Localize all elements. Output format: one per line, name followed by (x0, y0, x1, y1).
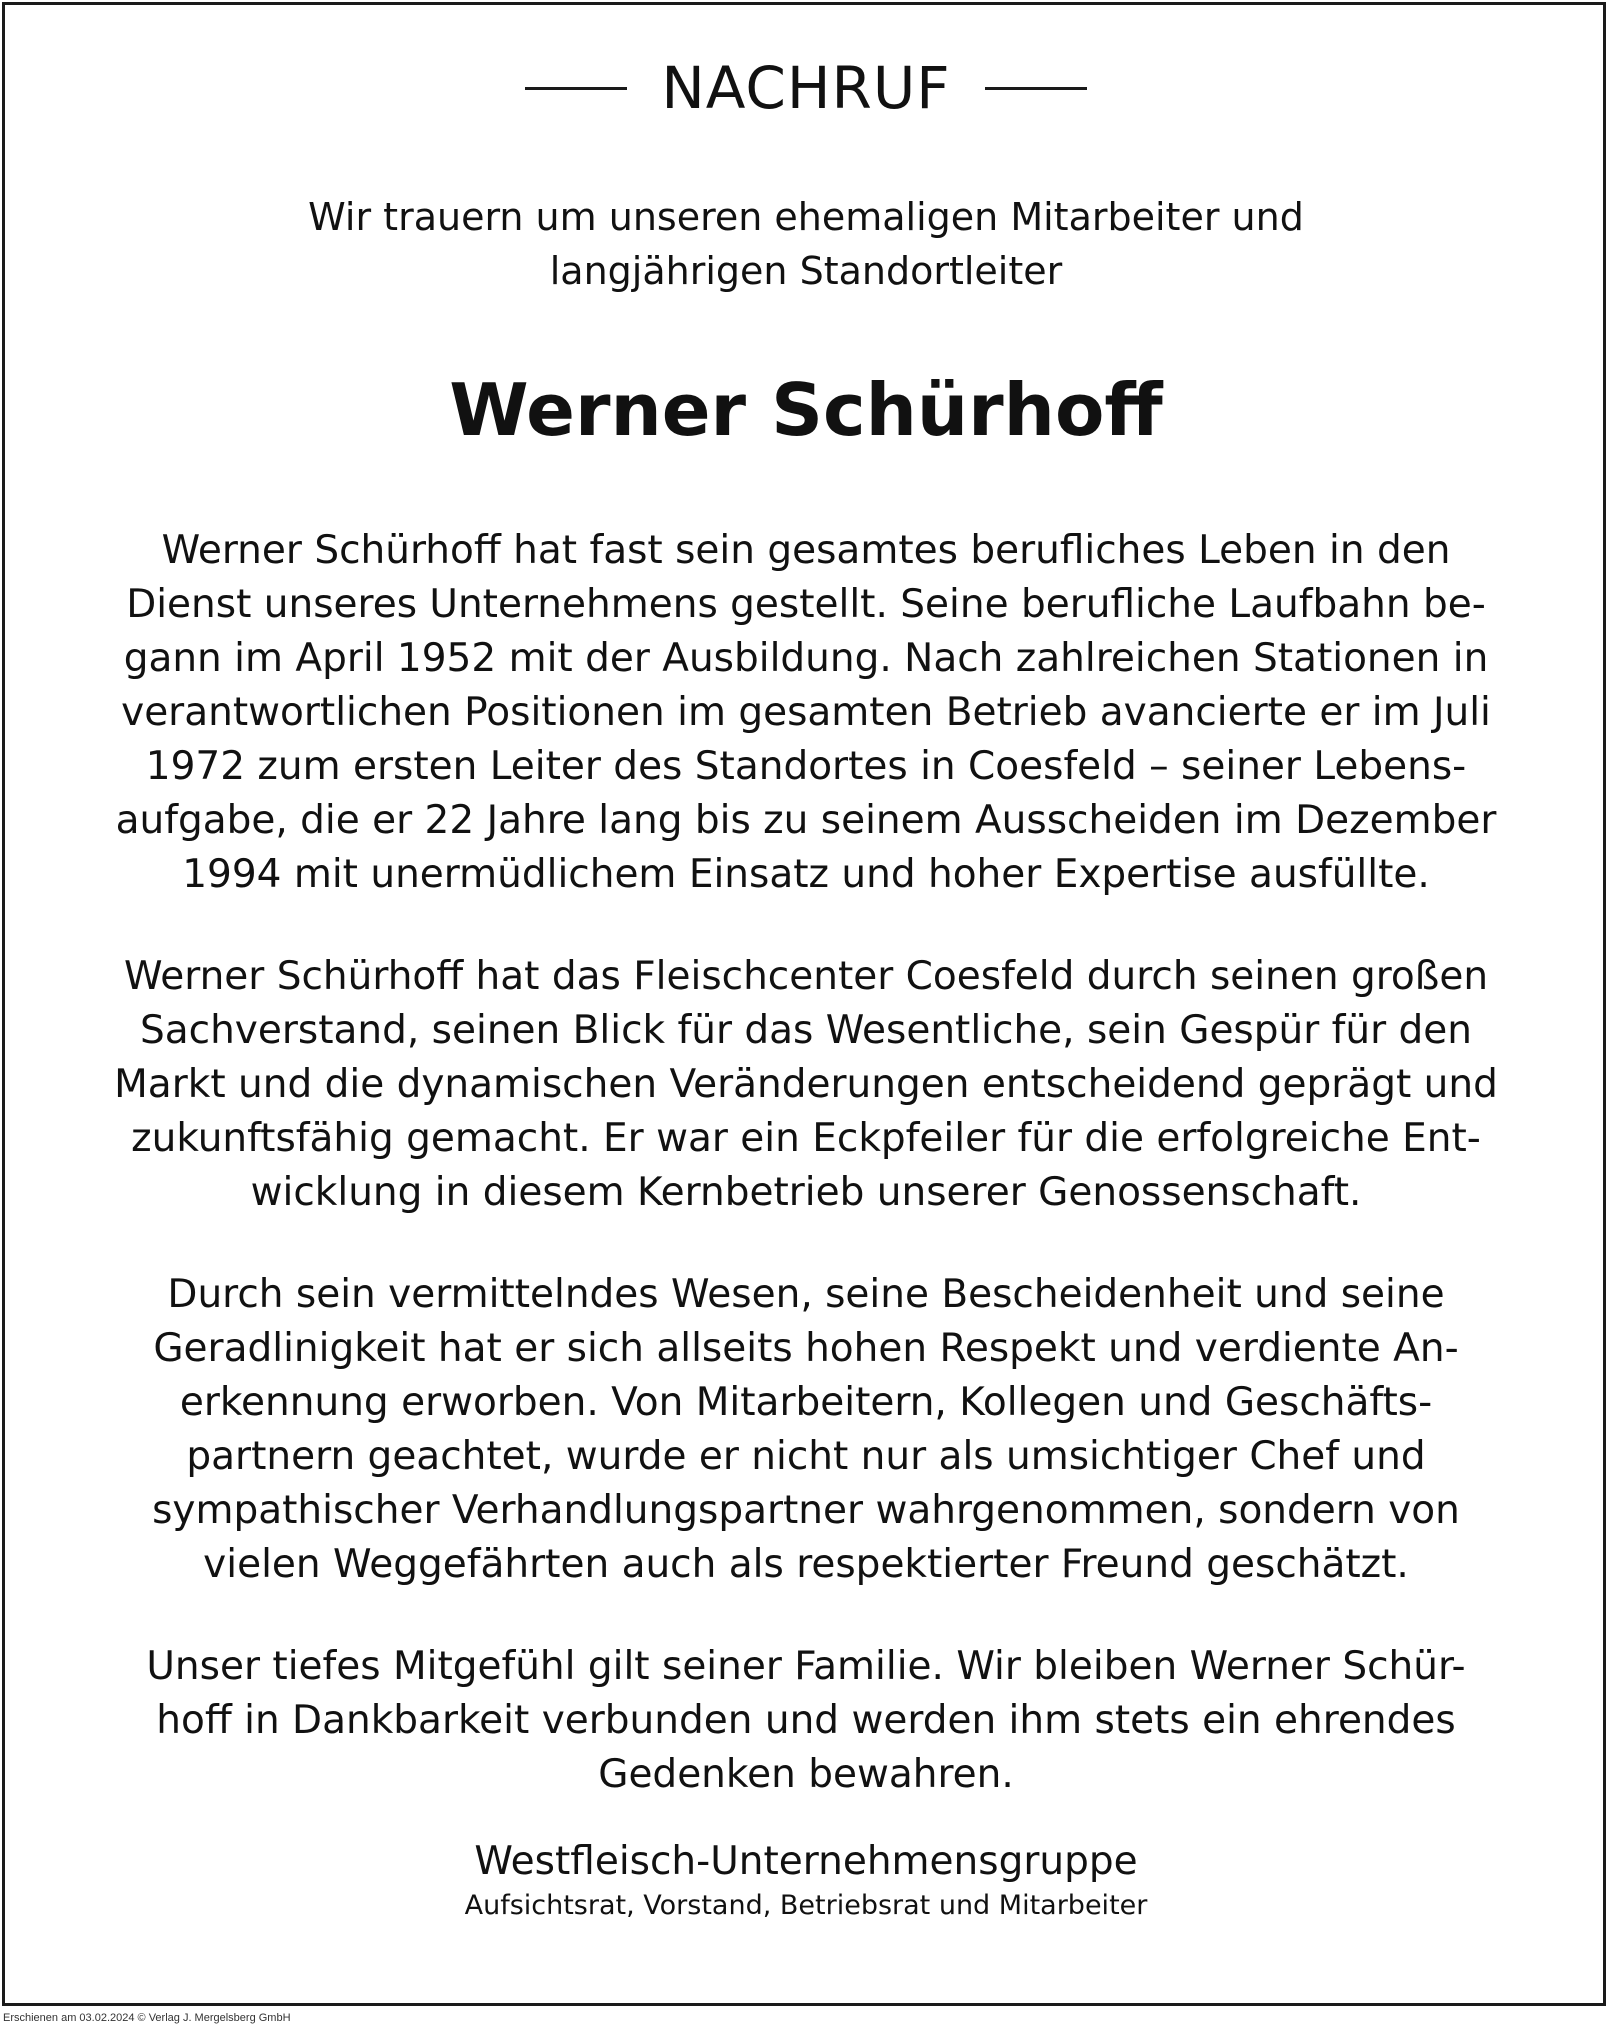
text-line: wicklung in diesem Kernbetrieb unserer Genossenschaft. (250, 1170, 1362, 1215)
text-line: vielen Weggefährten auch als respektierter Freund geschätzt. (203, 1542, 1409, 1587)
text-line: Gedenken bewahren. (598, 1752, 1014, 1797)
paragraph-achievements (100, 950, 1512, 1220)
text-line: hoff in Dankbarkeit verbunden und werden ihm stets ein ehrendes (156, 1698, 1456, 1743)
publication-note: Erschienen am 03.02.2024 © Verlag J. Mergelsberg GmbH (3, 2012, 291, 2024)
heading-rule-right (985, 87, 1087, 90)
text-line: Unser tiefes Mitgefühl gilt seiner Familie. Wir bleiben Werner Schür- (146, 1644, 1466, 1689)
text-line: Durch sein vermittelndes Wesen, seine Bescheidenheit und seine (167, 1272, 1445, 1317)
obituary-heading (0, 52, 1612, 124)
text-line: erkennung erworben. Von Mitarbeitern, Kollegen und Geschäfts- (179, 1380, 1433, 1425)
paragraph-condolence (100, 1640, 1512, 1802)
text-line: verantwortlichen Positionen im gesamten Betrieb avancierte er im Juli (121, 690, 1491, 735)
text-line: 1994 mit unermüdlichem Einsatz und hoher Expertise ausfüllte. (182, 852, 1430, 897)
heading-title: NACHRUF (661, 54, 951, 122)
text-line: Markt und die dynamischen Veränderungen entscheidend geprägt und (114, 1062, 1498, 1107)
signature-subline: Aufsichtsrat, Vorstand, Betriebsrat und Mitarbeiter (464, 1890, 1148, 1921)
intro-text (0, 190, 1612, 298)
text-line: Sachverstand, seinen Blick für das Wesentliche, sein Gespür für den (139, 1008, 1473, 1053)
signature-organization: Westfleisch-Unternehmensgruppe (474, 1839, 1138, 1884)
text-line: Geradlinigkeit hat er sich allseits hohen Respekt und verdiente An- (153, 1326, 1459, 1371)
text-line: sympathischer Verhandlungspartner wahrgenommen, sondern von (152, 1488, 1460, 1533)
text-line: Werner Schürhoff hat das Fleischcenter Coesfeld durch seinen großen (123, 954, 1489, 999)
deceased-name: Werner Schürhoff (449, 368, 1163, 452)
signature-block (0, 1836, 1612, 1924)
text-line: Werner Schürhoff hat fast sein gesamtes berufliches Leben in den (161, 528, 1451, 573)
text-line: partnern geachtet, wurde er nicht nur als umsichtiger Chef und (186, 1434, 1426, 1479)
obituary-body (100, 524, 1512, 1850)
intro-line: langjährigen Standortleiter (549, 249, 1063, 293)
intro-line: Wir trauern um unseren ehemaligen Mitarbeiter und (308, 195, 1304, 239)
text-line: gann im April 1952 mit der Ausbildung. Nach zahlreichen Stationen in (123, 636, 1489, 681)
text-line: zukunftsfähig gemacht. Er war ein Eckpfeiler für die erfolgreiche Ent- (131, 1116, 1481, 1161)
text-line: Dienst unseres Unternehmens gestellt. Seine berufliche Laufbahn be- (126, 582, 1486, 627)
text-line: 1972 zum ersten Leiter des Standortes in Coesfeld – seiner Lebens- (145, 744, 1467, 789)
paragraph-character (100, 1268, 1512, 1592)
text-line: aufgabe, die er 22 Jahre lang bis zu seinem Ausscheiden im Dezember (115, 798, 1497, 843)
paragraph-career (100, 524, 1512, 902)
heading-rule-left (525, 87, 627, 90)
